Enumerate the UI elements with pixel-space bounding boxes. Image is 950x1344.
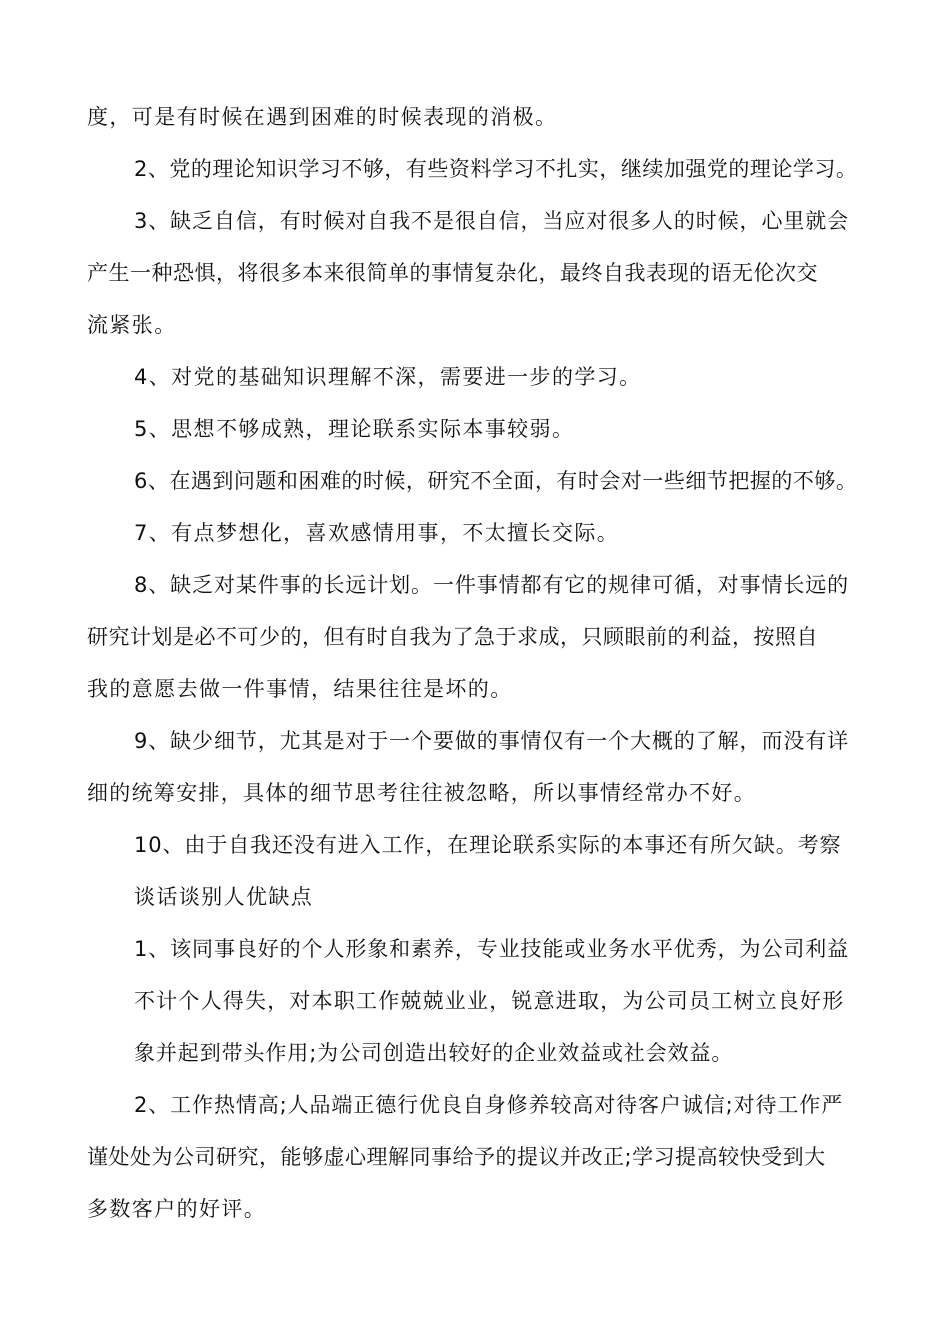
text-line: 6、在遇到问题和困难的时候，研究不全面，有时会对一些细节把握的不够。 [134, 469, 858, 493]
text-line: 2、党的理论知识学习不够，有些资料学习不扎实，继续加强党的理论学习。 [134, 157, 858, 181]
text-line: 7、有点梦想化，喜欢感情用事，不太擅长交际。 [134, 521, 620, 545]
text-line: 谨处处为公司研究，能够虚心理解同事给予的提议并改正;学习提高较快受到大 [87, 1145, 826, 1169]
text-line: 流紧张。 [87, 313, 177, 337]
text-line: 8、缺乏对某件事的长远计划。一件事情都有它的规律可循，对事情长远的 [134, 573, 850, 597]
text-line: 1、该同事良好的个人形象和素养，专业技能或业务水平优秀，为公司利益 [134, 937, 850, 961]
text-line: 10、由于自我还没有进入工作，在理论联系实际的本事还有所欠缺。考察 [134, 833, 842, 857]
text-line: 产生一种恐惧，将很多本来很简单的事情复杂化，最终自我表现的语无伦次交 [87, 261, 818, 285]
text-line: 9、缺少细节，尤其是对于一个要做的事情仅有一个大概的了解，而没有详 [134, 729, 850, 753]
text-line: 细的统筹安排，具体的细节思考往往被忽略，所以事情经常办不好。 [87, 781, 756, 805]
section-heading: 谈话谈别人优缺点 [134, 885, 314, 909]
text-line: 度，可是有时候在遇到困难的时候表现的消极。 [87, 105, 558, 129]
text-line: 3、缺乏自信，有时候对自我不是很自信，当应对很多人的时候，心里就会 [134, 209, 850, 233]
text-line: 不计个人得失，对本职工作兢兢业业，锐意进取，为公司员工树立良好形 [134, 989, 845, 1013]
text-line: 2、工作热情高;人品端正德行优良自身修养较高对待客户诚信;对待工作严 [134, 1093, 844, 1117]
text-line: 研究计划是必不可少的，但有时自我为了急于求成，只顾眼前的利益，按照自 [87, 625, 818, 649]
text-line: 我的意愿去做一件事情，结果往往是坏的。 [87, 677, 513, 701]
text-line: 象并起到带头作用;为公司创造出较好的企业效益或社会效益。 [134, 1041, 734, 1065]
text-line: 多数客户的好评。 [87, 1197, 267, 1221]
text-line: 4、对党的基础知识理解不深，需要进一步的学习。 [134, 365, 642, 389]
text-line: 5、思想不够成熟，理论联系实际本事较弱。 [134, 417, 575, 441]
